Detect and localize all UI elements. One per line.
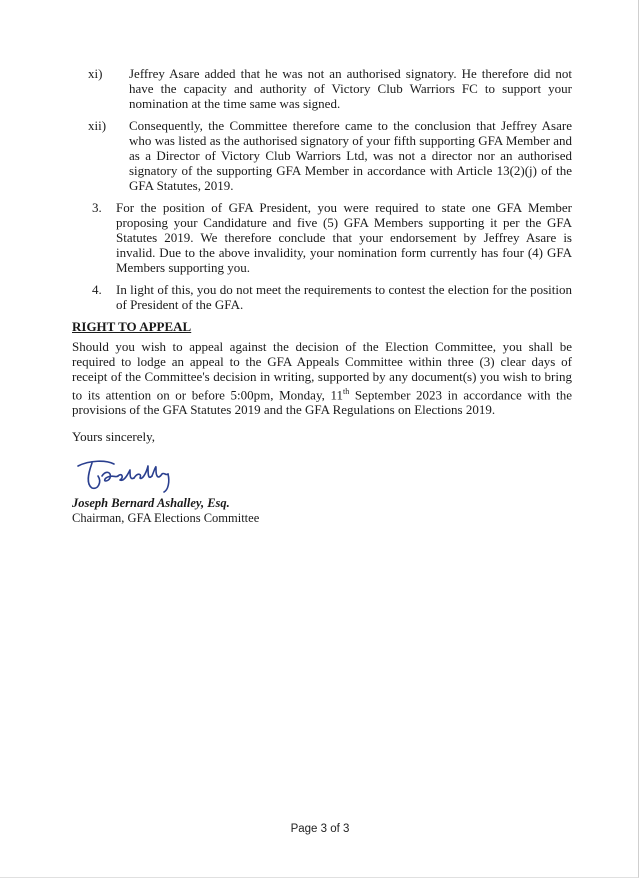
appeal-text-part2: September 2023 in accordance with the provisions of the GFA Statutes 2019 and the GFA Regulations on Elections 2019. <box>72 387 572 418</box>
list-marker: 4. <box>92 282 102 297</box>
list-item-text: Jeffrey Asare added that he was not an authorised signatory. He therefore did not have the capacity and authority of Victory Club Warriors FC to support your nomination at the time same was signed. <box>129 66 572 111</box>
handwritten-signature <box>72 452 182 496</box>
list-item-text: In light of this, you do not meet the requirements to contest the election for the position of President of the GFA. <box>116 282 572 312</box>
list-marker: xi) <box>88 66 103 81</box>
appeal-paragraph <box>72 339 572 417</box>
list-marker: xii) <box>88 118 107 133</box>
signer-name: Joseph Bernard Ashalley, Esq. <box>72 496 230 511</box>
list-item-3 <box>72 200 572 275</box>
page-number: Page 3 of 3 <box>290 823 350 835</box>
list-item-xii <box>72 118 572 193</box>
section-heading-appeal: RIGHT TO APPEAL <box>72 319 192 334</box>
signer-title: Chairman, GFA Elections Committee <box>72 511 260 526</box>
date-ordinal-suffix: th <box>342 387 350 396</box>
letter-body <box>72 66 572 526</box>
list-item-4 <box>72 282 572 312</box>
closing-salutation: Yours sincerely, <box>72 429 156 445</box>
list-item-text: For the position of GFA President, you were required to state one GFA Member proposing your Candidature and five (5) GFA Members supporting it per the GFA Statutes 2019. We therefore conclude that your endorsement by Jeffrey Asare is invalid. Due to the above invalidity, your nomination form currently has four (4) GFA Members supporting you. <box>116 200 572 275</box>
list-item-text: Consequently, the Committee therefore came to the conclusion that Jeffrey Asare who was listed as the authorised signatory of your fifth supporting GFA Member and as a Director of Victory Club Warriors Ltd, was not a director nor an authorised signatory of the supporting GFA Member in accordance with Article 13(2)(j) of the GFA Statutes, 2019. <box>129 118 572 193</box>
list-item-xi <box>72 66 572 111</box>
appeal-text-part1: Should you wish to appeal against the decision of the Election Committee, you shall be required to lodge an appeal to the GFA Appeals Committee within three (3) clear days of receipt of the Committee's decision in writing, supported by any document(s) you wish to bring to its attention on or before 5:00pm, Monday, 11 <box>72 339 572 403</box>
list-marker: 3. <box>92 200 102 215</box>
signature-graphic <box>72 452 182 496</box>
